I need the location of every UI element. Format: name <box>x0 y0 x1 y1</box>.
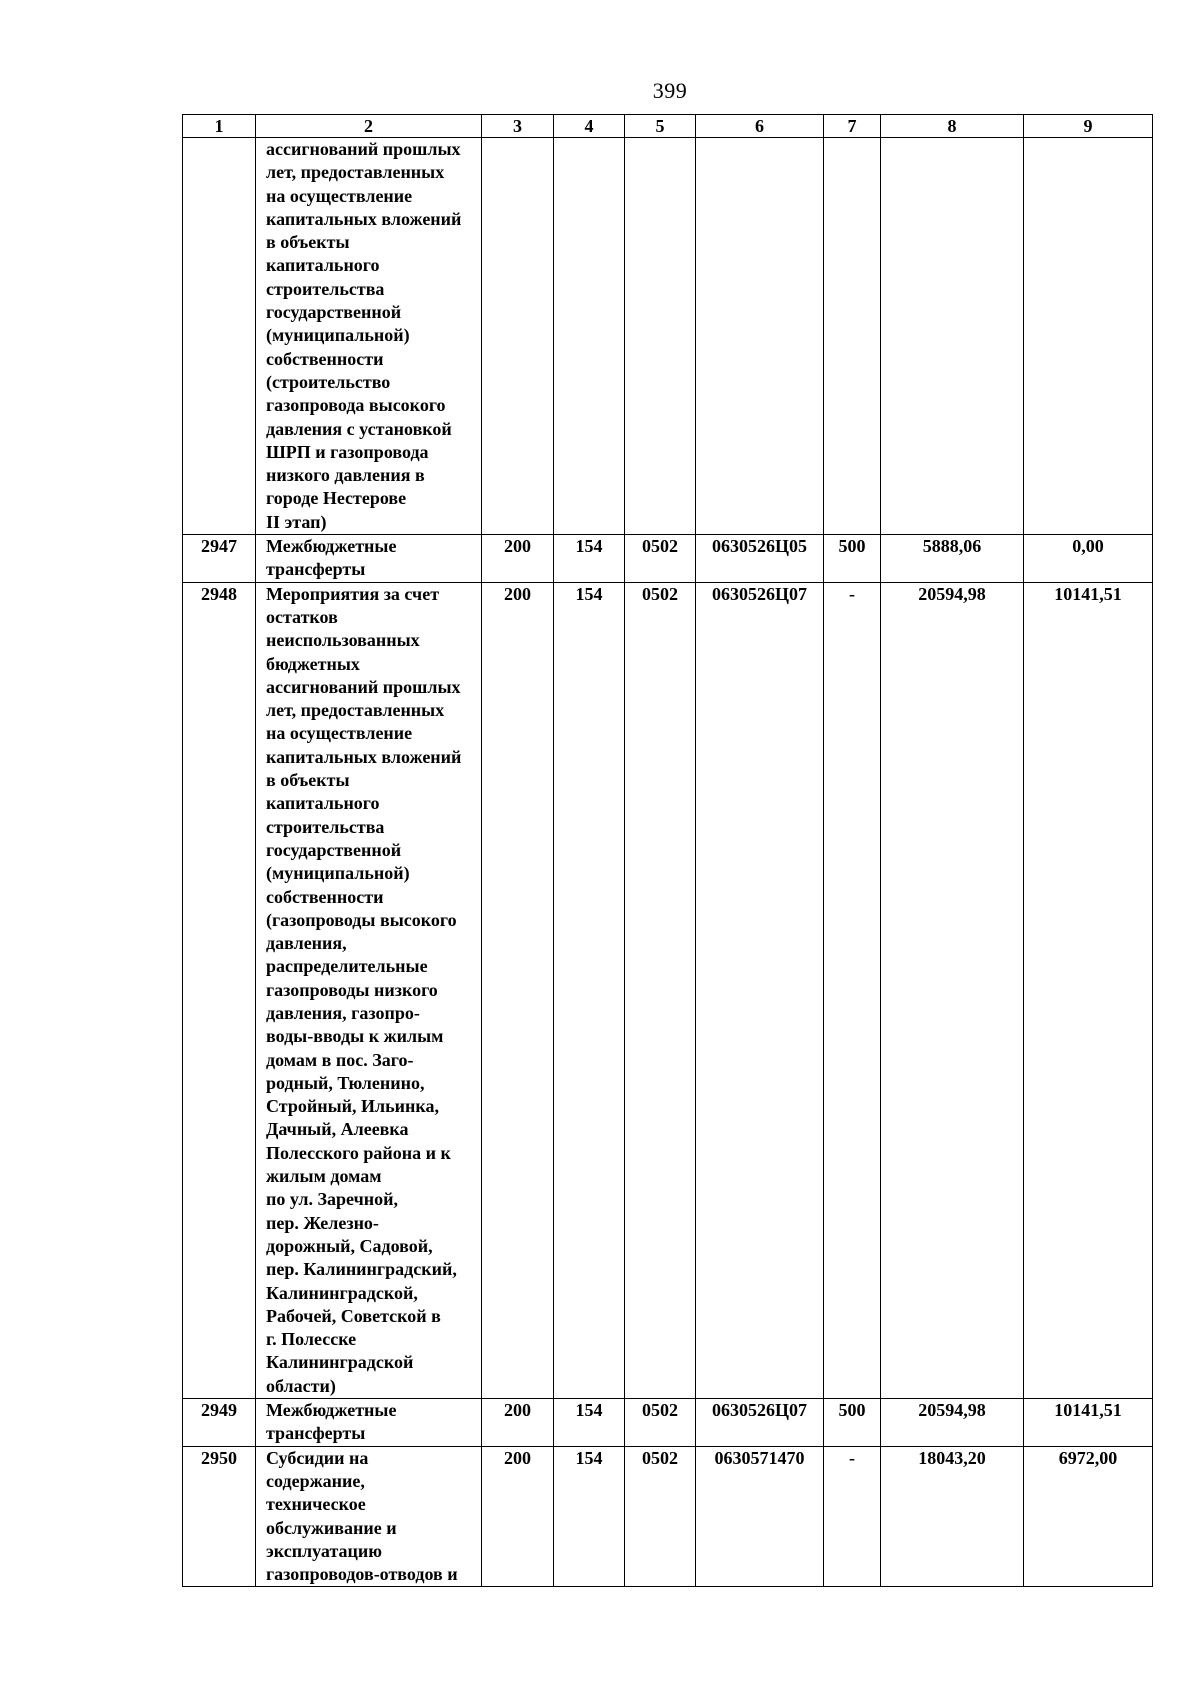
row-number: 2949 <box>183 1399 256 1447</box>
row-col-9 <box>1024 138 1153 535</box>
row-col-6: 0630526Ц05 <box>696 535 824 583</box>
row-number: 2950 <box>183 1446 256 1587</box>
header-col-4: 4 <box>554 115 625 138</box>
row-col-9: 10141,51 <box>1024 1399 1153 1447</box>
row-col-8: 20594,98 <box>881 582 1024 1398</box>
row-col-7: 500 <box>824 1399 881 1447</box>
row-col-7: - <box>824 582 881 1398</box>
row-col-8: 5888,06 <box>881 535 1024 583</box>
table-row <box>183 1399 1153 1447</box>
row-col-7: - <box>824 1446 881 1587</box>
table-row <box>183 138 1153 535</box>
header-col-2: 2 <box>256 115 482 138</box>
header-col-9: 9 <box>1024 115 1153 138</box>
budget-table <box>182 114 1153 1587</box>
row-description: Мероприятия за счет остатков неиспользованных бюджетных ассигнований прошлых лет, предоставленных на осуществление капитальных вложений в объекты капитального строительства государственной (муниципальной) собственности (газопроводы высокого давления, распределительные газопроводы низкого давления, газопро- воды-вводы к жилым домам в пос. Заго- родный, Тюленино, Стройный, Ильинка, Дачный, Алеевка Полесского района и к жилым домам по ул. Заречной, пер. Железно- дорожный, Садовой, пер. Калининградский, Калининградской, Рабочей, Советской в г. Полесске Калининградской области) <box>256 582 482 1398</box>
header-row <box>183 115 1153 138</box>
row-col-3 <box>482 138 554 535</box>
row-col-3: 200 <box>482 535 554 583</box>
header-col-7: 7 <box>824 115 881 138</box>
header-col-1: 1 <box>183 115 256 138</box>
row-number: 2947 <box>183 535 256 583</box>
row-col-5: 0502 <box>625 582 696 1398</box>
row-description: Межбюджетные трансферты <box>256 1399 482 1447</box>
row-description: Межбюджетные трансферты <box>256 535 482 583</box>
row-col-5 <box>625 138 696 535</box>
row-col-6: 0630526Ц07 <box>696 1399 824 1447</box>
row-description: ассигнований прошлых лет, предоставленных на осуществление капитальных вложений в объекты капитального строительства государственной (муниципальной) собственности (строительство газопровода высокого давления с установкой ШРП и газопровода низкого давления в городе Нестерове II этап) <box>256 138 482 535</box>
row-col-4 <box>554 138 625 535</box>
row-col-5: 0502 <box>625 535 696 583</box>
row-col-6: 0630571470 <box>696 1446 824 1587</box>
row-col-9: 10141,51 <box>1024 582 1153 1398</box>
header-col-3: 3 <box>482 115 554 138</box>
page-number: 399 <box>652 78 688 103</box>
row-col-5: 0502 <box>625 1399 696 1447</box>
row-col-3: 200 <box>482 582 554 1398</box>
row-col-8 <box>881 138 1024 535</box>
row-number <box>183 138 256 535</box>
table-row <box>183 582 1153 1398</box>
row-col-4: 154 <box>554 1446 625 1587</box>
header-col-5: 5 <box>625 115 696 138</box>
row-col-7: 500 <box>824 535 881 583</box>
row-col-6: 0630526Ц07 <box>696 582 824 1398</box>
row-col-7 <box>824 138 881 535</box>
row-number: 2948 <box>183 582 256 1398</box>
row-col-4: 154 <box>554 1399 625 1447</box>
header-col-6: 6 <box>696 115 824 138</box>
row-col-3: 200 <box>482 1446 554 1587</box>
row-col-4: 154 <box>554 535 625 583</box>
row-col-9: 0,00 <box>1024 535 1153 583</box>
row-col-5: 0502 <box>625 1446 696 1587</box>
table-row <box>183 1446 1153 1587</box>
row-col-9: 6972,00 <box>1024 1446 1153 1587</box>
header-col-8: 8 <box>881 115 1024 138</box>
row-description: Субсидии на содержание, техническое обслуживание и эксплуатацию газопроводов-отводов и <box>256 1446 482 1587</box>
row-col-8: 18043,20 <box>881 1446 1024 1587</box>
row-col-4: 154 <box>554 582 625 1398</box>
row-col-6 <box>696 138 824 535</box>
row-col-8: 20594,98 <box>881 1399 1024 1447</box>
row-col-3: 200 <box>482 1399 554 1447</box>
table-row <box>183 535 1153 583</box>
